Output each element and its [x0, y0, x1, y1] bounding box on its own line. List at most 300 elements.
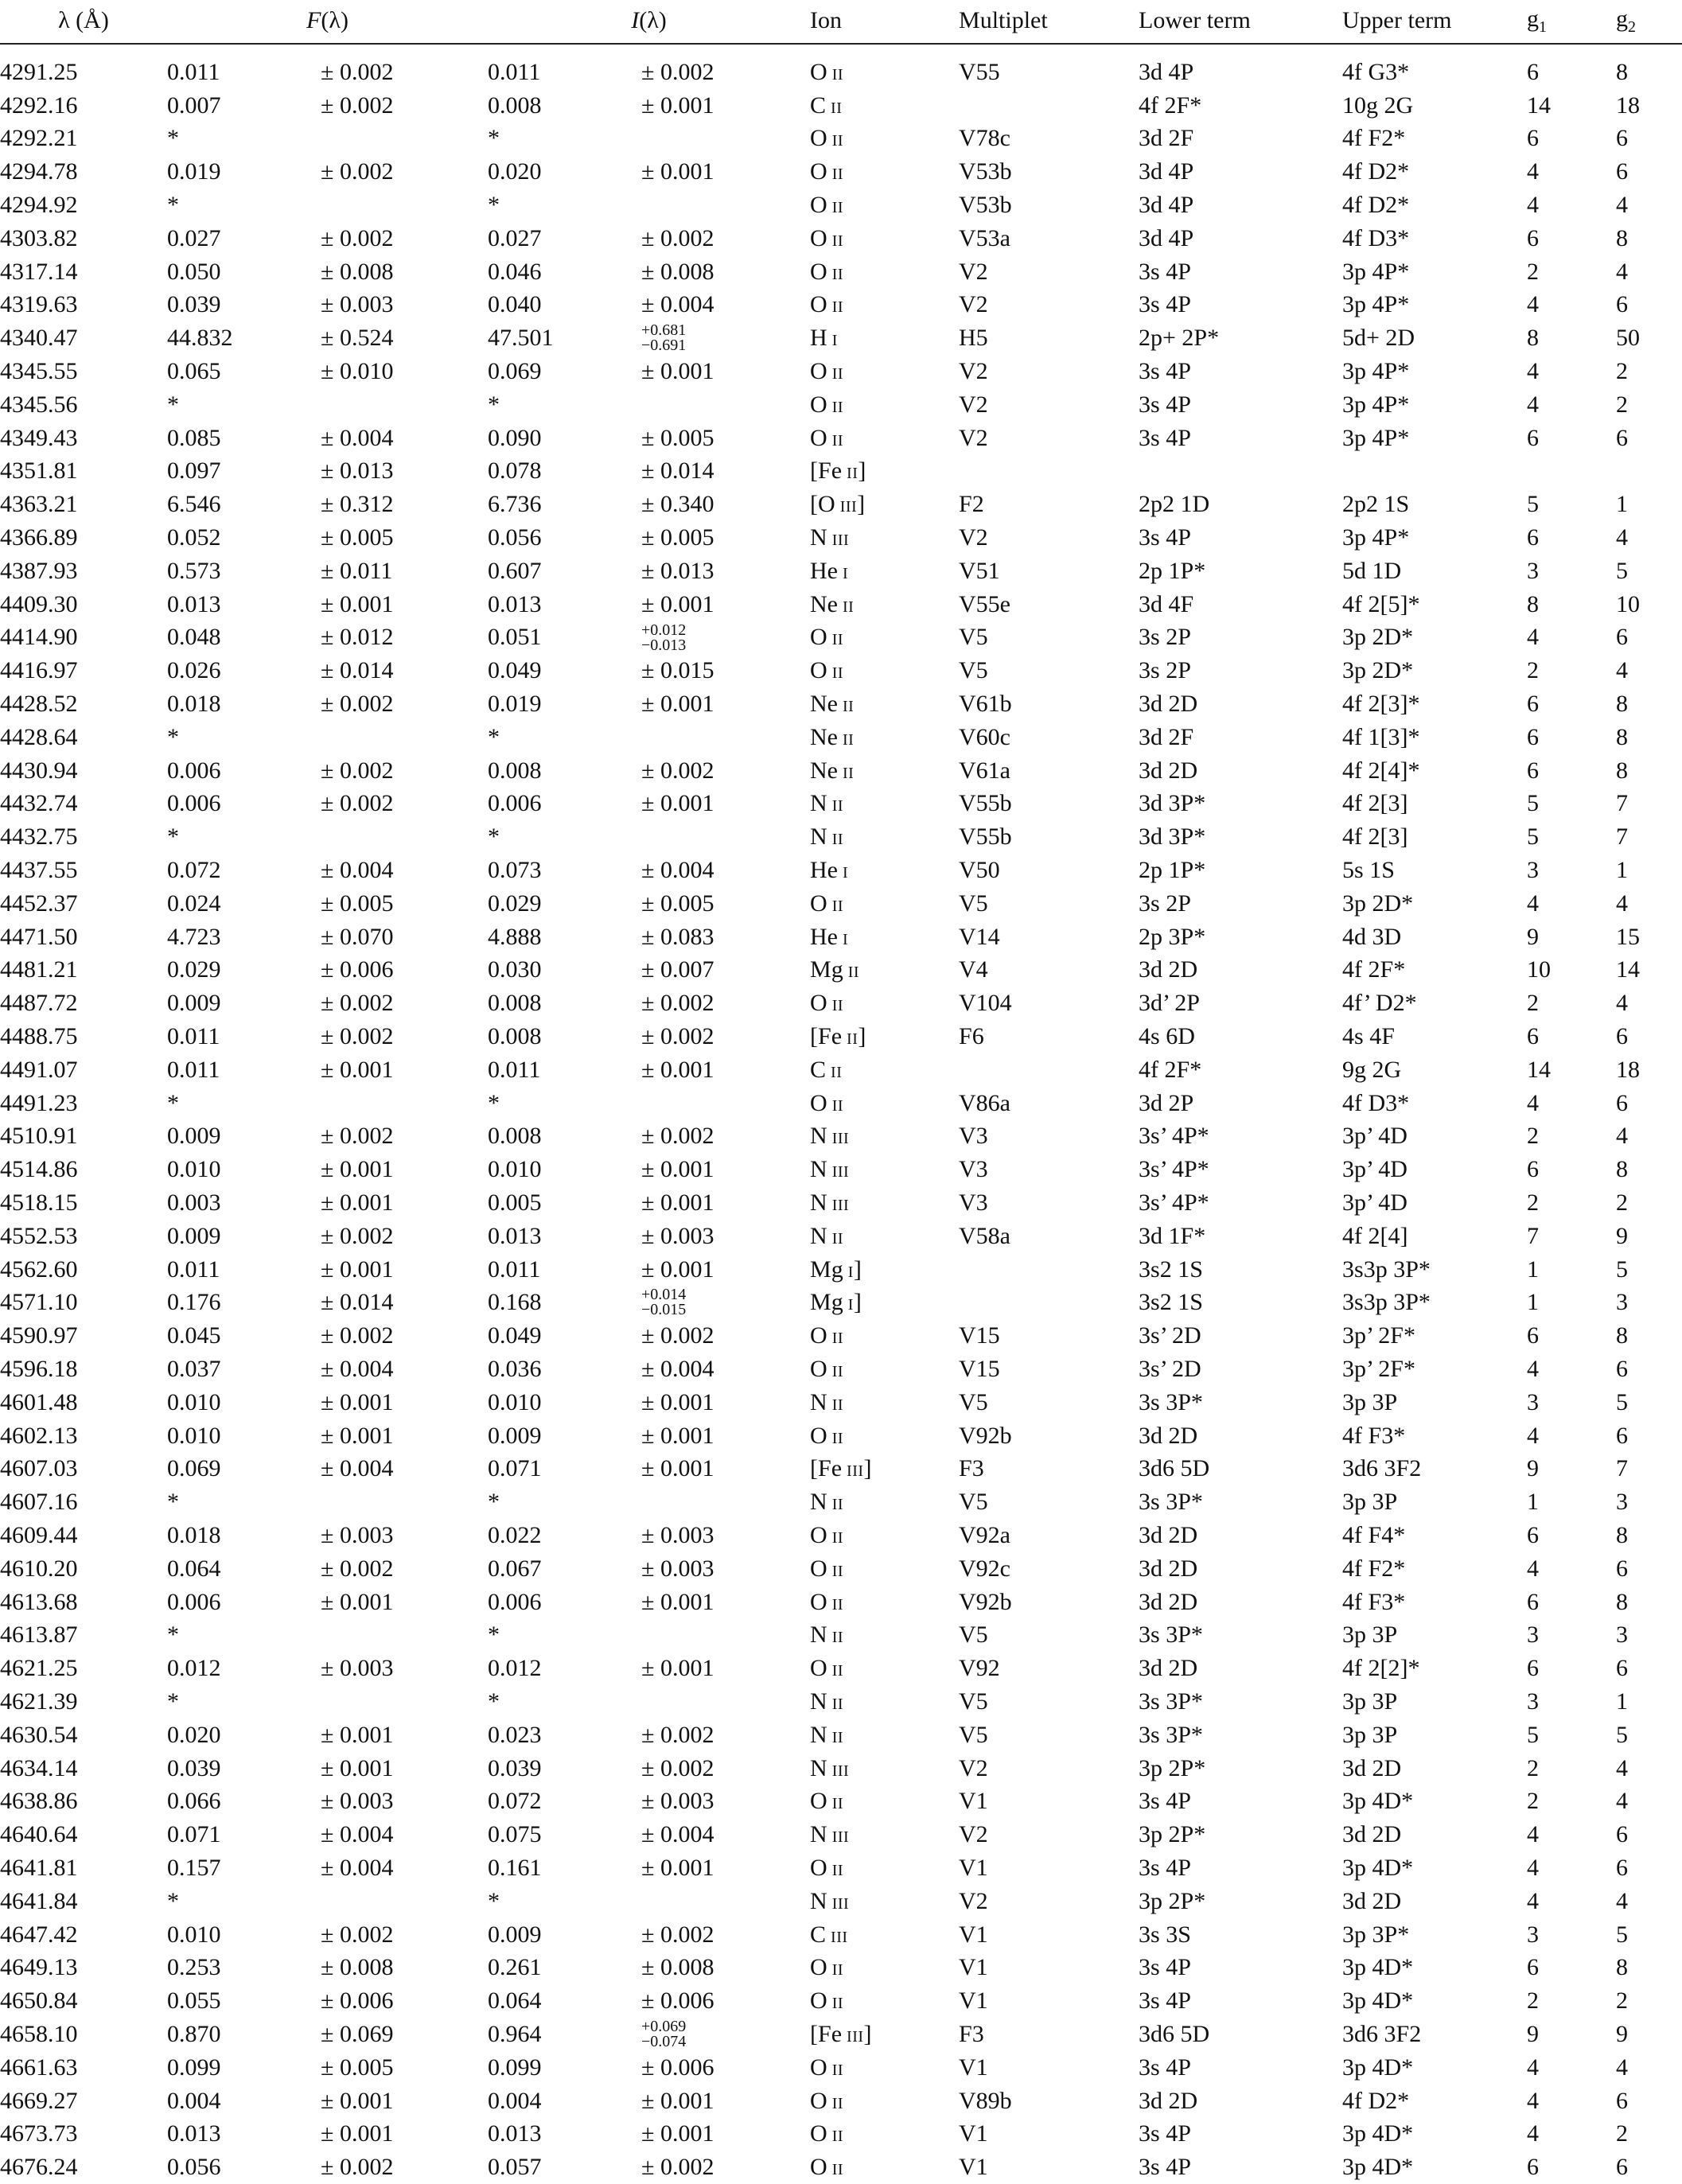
cell-intensity: 0.046	[488, 258, 542, 285]
cell-upper-term: 3p 3P*	[1342, 1921, 1410, 1948]
cell-multiplet: V5	[959, 657, 988, 684]
ion-stage: II	[831, 2061, 844, 2079]
cell-intensity-error	[641, 1485, 810, 1519]
cell-g2: 8	[1616, 1156, 1629, 1183]
cell-multiplet: H5	[959, 325, 988, 352]
cell-multiplet: V50	[959, 857, 1000, 884]
cell-intensity-error: ± 0.001	[641, 590, 714, 617]
cell-g2: 6	[1616, 291, 1629, 318]
cell-lower-term: 3d 2D	[1139, 1555, 1198, 1582]
cell-flux-error	[321, 1885, 488, 1918]
ion-stage: II	[831, 1396, 844, 1414]
ion-stage: II	[831, 199, 844, 217]
cell-lower-term: 3s’ 2D	[1139, 1322, 1201, 1349]
cell-multiplet: V2	[959, 291, 988, 318]
cell-intensity: 0.029	[488, 890, 542, 917]
cell-wavelength: 4514.86	[0, 1156, 78, 1183]
ion-element: O	[810, 2120, 827, 2147]
cell-upper-term: 4f F3*	[1342, 1422, 1406, 1449]
table-row	[0, 721, 1682, 754]
cell-multiplet: V89b	[959, 2087, 1012, 2114]
cell-g2: 9	[1616, 2020, 1629, 2047]
cell-g2: 6	[1616, 1555, 1629, 1582]
cell-flux-error: ± 0.003	[321, 1655, 394, 1682]
cell-intensity-error: ± 0.001	[641, 1256, 714, 1283]
cell-flux: 0.048	[167, 624, 221, 651]
cell-multiplet: V92b	[959, 1422, 1012, 1449]
cell-lower-term: 3s 4P	[1139, 258, 1191, 285]
cell-flux-error: ± 0.004	[321, 1455, 394, 1482]
cell-intensity-error	[641, 820, 810, 854]
ion-element: O	[810, 258, 827, 285]
cell-wavelength: 4649.13	[0, 1954, 78, 1981]
cell-multiplet: V2	[959, 358, 988, 385]
cell-g1: 4	[1527, 1089, 1540, 1116]
header-lower-term: Lower term	[1139, 0, 1342, 44]
ion-element: O	[810, 424, 827, 451]
cell-g1: 9	[1527, 2020, 1540, 2047]
cell-upper-term: 4f D2*	[1342, 158, 1410, 185]
cell-ion	[810, 2051, 959, 2085]
ion-stage: I	[847, 1296, 854, 1314]
ion-element: O	[810, 890, 827, 917]
ion-stage: II	[831, 1496, 844, 1514]
cell-upper-term: 4f D2*	[1342, 192, 1410, 219]
cell-multiplet: V1	[959, 1921, 988, 1948]
cell-flux: 0.003	[167, 1189, 221, 1216]
cell-g2: 3	[1616, 1621, 1629, 1649]
cell-g1: 10	[1527, 956, 1552, 983]
cell-ion	[810, 954, 959, 987]
cell-ion	[810, 289, 959, 322]
cell-intensity-error: ± 0.001	[641, 158, 714, 185]
cell-flux: *	[167, 125, 179, 152]
ion-stage: II	[831, 1528, 844, 1547]
cell-g1: 6	[1527, 1023, 1540, 1049]
cell-flux: 0.024	[167, 890, 221, 917]
cell-flux: 0.011	[167, 1056, 220, 1083]
cell-lower-term: 3s 4P	[1139, 1788, 1191, 1815]
cell-wavelength: 4303.82	[0, 224, 78, 251]
cell-g1: 6	[1527, 1588, 1540, 1615]
header-g2: $g_2$	[1616, 0, 1682, 44]
cell-multiplet: V92b	[959, 1588, 1012, 1615]
cell-flux: 0.018	[167, 691, 221, 718]
ion-element: N	[810, 1887, 827, 1914]
cell-upper-term: 3p 4P*	[1342, 258, 1410, 285]
table-row	[0, 987, 1682, 1020]
cell-g2: 8	[1616, 58, 1629, 85]
cell-flux: 0.010	[167, 1921, 221, 1948]
cell-upper-term: 3p 3P	[1342, 1388, 1398, 1415]
cell-g2: 8	[1616, 1322, 1629, 1349]
cell-ion	[810, 222, 959, 255]
cell-intensity: 0.049	[488, 1322, 542, 1349]
cell-wavelength: 4351.81	[0, 457, 78, 485]
cell-lower-term: 2p+ 2P*	[1139, 325, 1220, 352]
cell-flux: 0.009	[167, 990, 221, 1017]
cell-upper-term: 3p 4D*	[1342, 1854, 1414, 1881]
table-row	[0, 521, 1682, 555]
table-row	[0, 1087, 1682, 1120]
cell-multiplet: V78c	[959, 125, 1010, 152]
cell-intensity-error: ± 0.001	[641, 1388, 714, 1415]
cell-multiplet: V2	[959, 524, 988, 551]
cell-wavelength: 4432.75	[0, 823, 78, 851]
cell-wavelength: 4607.16	[0, 1489, 78, 1516]
cell-intensity: 0.023	[488, 1721, 542, 1748]
cell-ion	[810, 1020, 959, 1053]
cell-ion	[810, 555, 959, 588]
cell-multiplet: V92	[959, 1655, 1000, 1682]
cell-g1: 6	[1527, 1322, 1540, 1349]
cell-ion	[810, 355, 959, 388]
cell-multiplet: V53b	[959, 158, 1012, 185]
cell-lower-term: 3s 3P*	[1139, 1621, 1203, 1649]
ion-element: He	[810, 557, 838, 584]
cell-ion	[810, 89, 959, 123]
cell-lower-term: 4f 2F*	[1139, 1056, 1202, 1083]
cell-flux: 0.253	[167, 1954, 221, 1981]
cell-upper-term: 4f’ D2*	[1342, 990, 1417, 1017]
cell-wavelength: 4621.39	[0, 1688, 78, 1715]
cell-flux: 0.010	[167, 1156, 221, 1183]
ion-bracket: ]	[863, 1455, 872, 1482]
cell-wavelength: 4607.03	[0, 1455, 78, 1482]
cell-g2: 1	[1616, 1688, 1629, 1715]
cell-ion	[810, 189, 959, 222]
cell-ion	[810, 1485, 959, 1519]
cell-lower-term: 3s 3P*	[1139, 1688, 1203, 1715]
cell-lower-term: 3d 2D	[1139, 1422, 1198, 1449]
cell-ion	[810, 588, 959, 621]
cell-intensity-error: ± 0.002	[641, 1921, 714, 1948]
cell-multiplet: V1	[959, 2154, 988, 2181]
cell-g1: 6	[1527, 58, 1540, 85]
ion-stage: II	[831, 1662, 844, 1680]
cell-g2: 6	[1616, 2087, 1629, 2114]
cell-flux-error: ± 0.002	[321, 1322, 394, 1349]
cell-multiplet: V104	[959, 990, 1012, 1017]
cell-flux-error: ± 0.010	[321, 358, 394, 385]
cell-flux-error: ± 0.312	[321, 491, 394, 518]
ion-element: N	[810, 1821, 827, 1848]
cell-intensity-error	[641, 388, 810, 422]
header-intensity: I(λ)	[488, 0, 810, 44]
cell-g1: 4	[1527, 192, 1540, 219]
cell-g2: 2	[1616, 391, 1629, 418]
cell-wavelength: 4610.20	[0, 1555, 78, 1582]
cell-intensity-error: ± 0.001	[641, 2087, 714, 2114]
cell-lower-term: 3d 2D	[1139, 2087, 1198, 2114]
table-row	[0, 89, 1682, 123]
cell-lower-term: 3s 3P*	[1139, 1388, 1203, 1415]
ion-element: Mg	[810, 956, 843, 983]
cell-wavelength: 4294.92	[0, 192, 78, 219]
cell-ion	[810, 1618, 959, 1652]
cell-upper-term: 4f 2[3]*	[1342, 691, 1420, 718]
cell-intensity: 0.039	[488, 1754, 542, 1781]
cell-wavelength: 4430.94	[0, 757, 78, 784]
cell-upper-term: 4f D3*	[1342, 1089, 1410, 1116]
cell-multiplet: V2	[959, 424, 988, 451]
ion-element: C	[810, 91, 827, 119]
cell-intensity-error: ± 0.002	[641, 1754, 714, 1781]
cell-lower-term: 3s 3S	[1139, 1921, 1191, 1948]
cell-intensity: 0.005	[488, 1189, 542, 1216]
cell-g1: 14	[1527, 91, 1552, 119]
cell-ion	[810, 1552, 959, 1586]
cell-wavelength: 4292.16	[0, 91, 78, 119]
cell-flux-error: ± 0.001	[321, 1588, 394, 1615]
ion-bracket: ]	[858, 1023, 866, 1049]
cell-upper-term: 4f 2[5]*	[1342, 590, 1420, 617]
cell-g2: 5	[1616, 1721, 1629, 1748]
cell-flux-error: ± 0.001	[321, 1056, 394, 1083]
cell-ion	[810, 854, 959, 887]
cell-flux-error	[321, 1485, 488, 1519]
cell-wavelength: 4414.90	[0, 624, 78, 651]
cell-multiplet: V58a	[959, 1222, 1010, 1249]
table-row	[0, 1220, 1682, 1253]
cell-upper-term: 3d 2D	[1342, 1887, 1402, 1914]
cell-g1: 6	[1527, 224, 1540, 251]
ion-element: H	[810, 325, 827, 352]
cell-g2: 6	[1616, 1821, 1629, 1848]
cell-flux-error: ± 0.002	[321, 1921, 394, 1948]
cell-ion	[810, 788, 959, 821]
cell-multiplet: V61b	[959, 691, 1012, 718]
cell-flux: 0.029	[167, 956, 221, 983]
cell-flux-error: ± 0.002	[321, 1222, 394, 1249]
ion-stage: III	[839, 498, 858, 516]
error-upper: +0.069	[641, 2017, 687, 2035]
cell-intensity: 0.051	[488, 624, 542, 651]
cell-intensity: 0.022	[488, 1521, 542, 1548]
cell-lower-term	[1139, 455, 1342, 489]
cell-multiplet: V3	[959, 1156, 988, 1183]
cell-intensity-error: ± 0.001	[641, 1588, 714, 1615]
cell-wavelength: 4676.24	[0, 2154, 78, 2181]
ion-element: N	[810, 823, 827, 851]
cell-flux-error: ± 0.006	[321, 1987, 394, 2015]
cell-g2: 6	[1616, 1089, 1629, 1116]
cell-flux: 0.010	[167, 1388, 221, 1415]
table-row	[0, 887, 1682, 921]
cell-intensity: *	[488, 1089, 500, 1116]
cell-g1: 4	[1527, 1821, 1540, 1848]
ion-stage: II	[843, 764, 855, 782]
cell-ion	[810, 987, 959, 1020]
cell-multiplet: V1	[959, 1954, 988, 1981]
cell-intensity: 0.072	[488, 1788, 542, 1815]
table-row	[0, 921, 1682, 954]
cell-g2: 6	[1616, 1023, 1629, 1049]
cell-wavelength: 4590.97	[0, 1322, 78, 1349]
cell-intensity-error: ± 0.002	[641, 2154, 714, 2181]
ion-stage: II	[831, 1229, 844, 1248]
cell-intensity-error: ± 0.006	[641, 1987, 714, 2015]
cell-ion	[810, 1519, 959, 1552]
cell-g1: 8	[1527, 325, 1540, 352]
ion-element: N	[810, 1156, 827, 1183]
cell-intensity: 0.013	[488, 590, 542, 617]
cell-intensity: 0.009	[488, 1422, 542, 1449]
ion-stage: I	[843, 564, 849, 582]
cell-intensity-error: ± 0.006	[641, 2054, 714, 2081]
table-row	[0, 123, 1682, 156]
cell-upper-term: 3d6 3F2	[1342, 1455, 1422, 1482]
cell-ion	[810, 1120, 959, 1154]
table-row	[0, 2051, 1682, 2085]
table-row	[0, 1253, 1682, 1287]
ion-element: N	[810, 1489, 827, 1516]
ion-stage: II	[831, 99, 843, 117]
cell-wavelength: 4432.74	[0, 790, 78, 817]
cell-g2: 14	[1616, 956, 1641, 983]
cell-intensity: 0.056	[488, 524, 542, 551]
ion-element: O	[810, 1521, 827, 1548]
ion-stage: III	[831, 1130, 850, 1148]
cell-intensity: 0.099	[488, 2054, 542, 2081]
cell-wavelength: 4387.93	[0, 557, 78, 584]
ion-stage: II	[847, 964, 860, 982]
cell-upper-term: 3p’ 2F*	[1342, 1355, 1415, 1382]
cell-multiplet: V92a	[959, 1521, 1010, 1548]
cell-flux: 0.157	[167, 1854, 221, 1881]
ion-element: O	[810, 125, 827, 152]
cell-g2: 4	[1616, 2054, 1629, 2081]
table-row	[0, 555, 1682, 588]
cell-upper-term: 4f 2[4]	[1342, 1222, 1408, 1249]
cell-g2: 7	[1616, 823, 1629, 851]
cell-lower-term: 3s 4P	[1139, 524, 1191, 551]
ion-element: He	[810, 857, 838, 884]
cell-g2: 8	[1616, 1588, 1629, 1615]
cell-g1: 6	[1527, 1521, 1540, 1548]
cell-intensity: 0.027	[488, 224, 542, 251]
cell-g1: 4	[1527, 1555, 1540, 1582]
ion-stage: II	[831, 365, 844, 383]
ion-stage: III	[831, 1928, 848, 1946]
cell-flux-error: ± 0.002	[321, 691, 394, 718]
cell-g2: 4	[1616, 1123, 1629, 1150]
cell-multiplet: V5	[959, 624, 988, 651]
ion-element: O	[810, 1355, 827, 1382]
cell-g2: 2	[1616, 2120, 1629, 2147]
cell-upper-term: 3p’ 2F*	[1342, 1322, 1415, 1349]
cell-upper-term: 4f G3*	[1342, 58, 1410, 85]
cell-ion	[810, 1951, 959, 1984]
cell-upper-term: 3p 4P*	[1342, 291, 1410, 318]
cell-flux-error: ± 0.002	[321, 1555, 394, 1582]
cell-lower-term: 3s 4P	[1139, 291, 1191, 318]
cell-upper-term: 4f 2[2]*	[1342, 1655, 1420, 1682]
table-body	[0, 56, 1682, 2184]
cell-g2: 7	[1616, 1455, 1629, 1482]
ion-bracket: ]	[858, 457, 866, 485]
ion-stage: II	[831, 1362, 844, 1380]
cell-intensity-error	[641, 189, 810, 222]
ion-element: O	[810, 358, 827, 385]
ion-stage: II	[831, 2161, 844, 2179]
cell-g1: 2	[1527, 1987, 1540, 2015]
cell-flux-error: ± 0.001	[321, 1256, 394, 1283]
cell-flux-error: ± 0.001	[321, 1422, 394, 1449]
cell-intensity: *	[488, 823, 500, 851]
cell-wavelength: 4428.52	[0, 691, 78, 718]
ion-stage: II	[831, 1329, 844, 1348]
table-row	[0, 422, 1682, 455]
cell-multiplet	[959, 1053, 1139, 1087]
cell-wavelength: 4481.21	[0, 956, 78, 983]
cell-intensity: *	[488, 723, 500, 750]
cell-ion	[810, 1386, 959, 1419]
ion-element: O	[810, 192, 827, 219]
cell-multiplet: F6	[959, 1023, 984, 1049]
cell-multiplet	[959, 89, 1139, 123]
cell-flux-error: ± 0.002	[321, 91, 394, 119]
table-header-row	[0, 0, 1682, 44]
cell-intensity-error: ± 0.003	[641, 1521, 714, 1548]
cell-g2: 8	[1616, 1954, 1629, 1981]
cell-wavelength: 4340.47	[0, 325, 78, 352]
cell-lower-term: 3s 4P	[1139, 1954, 1191, 1981]
cell-g2: 2	[1616, 1189, 1629, 1216]
cell-intensity-error: ± 0.002	[641, 1721, 714, 1748]
cell-g1: 4	[1527, 890, 1540, 917]
cell-ion	[810, 1253, 959, 1287]
cell-g1: 4	[1527, 358, 1540, 385]
cell-lower-term: 3s 4P	[1139, 358, 1191, 385]
cell-wavelength: 4634.14	[0, 1754, 78, 1781]
ion-stage: II	[831, 1429, 844, 1447]
cell-multiplet: V1	[959, 2120, 988, 2147]
table-row	[0, 2117, 1682, 2151]
cell-intensity: 0.011	[488, 58, 541, 85]
cell-intensity-error: ± 0.005	[641, 524, 714, 551]
cell-flux: 0.037	[167, 1355, 221, 1382]
cell-lower-term: 2p 1P*	[1139, 857, 1206, 884]
cell-intensity: *	[488, 125, 500, 152]
ion-stage: II	[831, 298, 844, 317]
cell-flux-error: ± 0.005	[321, 524, 394, 551]
cell-lower-term: 3p 2P*	[1139, 1754, 1206, 1781]
ion-element: O	[810, 1954, 827, 1981]
table-row	[0, 1319, 1682, 1353]
cell-intensity-error: ± 0.001	[641, 1655, 714, 1682]
cell-flux-error: ± 0.006	[321, 956, 394, 983]
cell-upper-term: 3s3p 3P*	[1342, 1256, 1431, 1283]
cell-lower-term: 3d 4F	[1139, 590, 1194, 617]
table-row	[0, 2018, 1682, 2051]
cell-upper-term: 3p 4D*	[1342, 1954, 1414, 1981]
table-row	[0, 1386, 1682, 1419]
cell-wavelength: 4638.86	[0, 1788, 78, 1815]
cell-multiplet: V55b	[959, 823, 1012, 851]
cell-intensity: 0.006	[488, 1588, 542, 1615]
cell-intensity: 0.012	[488, 1655, 542, 1682]
table-row	[0, 1719, 1682, 1752]
cell-intensity-error: ± 0.005	[641, 890, 714, 917]
cell-g1: 3	[1527, 1688, 1540, 1715]
cell-intensity: 0.020	[488, 158, 542, 185]
cell-flux-error: ± 0.004	[321, 857, 394, 884]
cell-upper-term: 3p 4P*	[1342, 524, 1410, 551]
cell-flux: 0.011	[167, 1256, 220, 1283]
ion-stage: II	[831, 232, 844, 250]
cell-upper-term: 5d+ 2D	[1342, 325, 1415, 352]
